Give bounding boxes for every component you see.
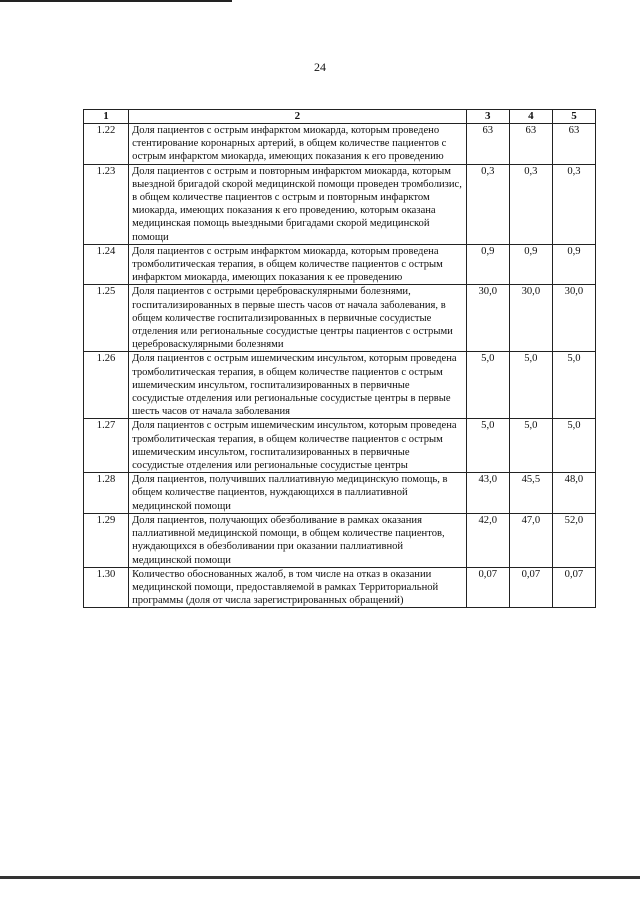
indicator-name: Доля пациентов с острым ишемическим инсультом, которым проведена тромболитическая терапия, в общем количестве пациентов с острым ишемическим инсультом, госпитализированных в первичные сосудистые отделения или региональные сосудистые центры в первые шесть часов от начала заболевания: [129, 352, 467, 419]
indicator-name: Доля пациентов с острым инфарктом миокарда, которым проведена тромболитическая терапия, в общем количестве пациентов с острым инфарктом миокарда, имеющих показания к ее проведению: [129, 244, 467, 285]
table-row: [84, 567, 596, 608]
value-col-4: 5,0: [509, 352, 552, 419]
indicator-name: Количество обоснованных жалоб, в том числе на отказ в оказании медицинской помощи, предоставляемой в рамках Территориальной программы (доля от числа зарегистрированных обращений): [129, 567, 467, 608]
row-number: 1.29: [84, 513, 129, 567]
indicator-name: Доля пациентов с острым инфарктом миокарда, которым проведено стентирование коронарных артерий, в общем количестве пациентов с острым инфарктом миокарда, имеющих показания к его проведению: [129, 124, 467, 165]
table-row: [84, 513, 596, 567]
row-number: 1.30: [84, 567, 129, 608]
header-col-1: 1: [84, 110, 129, 124]
value-col-3: 0,9: [466, 244, 509, 285]
row-number: 1.26: [84, 352, 129, 419]
top-rule: [0, 0, 232, 2]
table-row: [84, 419, 596, 473]
value-col-3: 42,0: [466, 513, 509, 567]
table-header-row: [84, 110, 596, 124]
table-row: [84, 352, 596, 419]
value-col-4: 45,5: [509, 473, 552, 514]
value-col-4: 0,3: [509, 164, 552, 244]
value-col-3: 0,07: [466, 567, 509, 608]
value-col-3: 5,0: [466, 352, 509, 419]
value-col-4: 0,9: [509, 244, 552, 285]
row-number: 1.25: [84, 285, 129, 352]
value-col-5: 0,3: [552, 164, 595, 244]
table-row: [84, 164, 596, 244]
indicator-name: Доля пациентов с острыми цереброваскулярными болезнями, госпитализированных в первые шесть часов от начала заболевания, в общем количестве госпитализированных в первичные сосудистые отделения или региональные сосудистые центры пациентов с острыми цереброваскулярными болезнями: [129, 285, 467, 352]
indicator-name: Доля пациентов, получающих обезболивание в рамках оказания паллиативной медицинской помощи, в общем количестве пациентов, нуждающихся в обезболивании при оказании паллиативной медицинской помощи: [129, 513, 467, 567]
indicator-name: Доля пациентов с острым и повторным инфарктом миокарда, которым выездной бригадой скорой медицинской помощи проведен тромболизис, в общем количестве пациентов с острым и повторным инфарктом миокарда, имеющих показания к его проведению, которым оказана медицинская помощь выездными бригадами скорой медицинской помощи: [129, 164, 467, 244]
value-col-5: 5,0: [552, 352, 595, 419]
value-col-3: 63: [466, 124, 509, 165]
value-col-4: 5,0: [509, 419, 552, 473]
header-col-3: 3: [466, 110, 509, 124]
indicators-table: [83, 109, 596, 608]
value-col-3: 30,0: [466, 285, 509, 352]
value-col-3: 5,0: [466, 419, 509, 473]
table-row: [84, 285, 596, 352]
value-col-5: 5,0: [552, 419, 595, 473]
row-number: 1.24: [84, 244, 129, 285]
value-col-4: 63: [509, 124, 552, 165]
value-col-4: 0,07: [509, 567, 552, 608]
page-number: 24: [314, 60, 326, 74]
value-col-5: 52,0: [552, 513, 595, 567]
value-col-5: 63: [552, 124, 595, 165]
value-col-5: 30,0: [552, 285, 595, 352]
header-col-4: 4: [509, 110, 552, 124]
indicator-name: Доля пациентов, получивших паллиативную медицинскую помощь, в общем количестве пациентов, нуждающихся в паллиативной медицинской помощи: [129, 473, 467, 514]
row-number: 1.28: [84, 473, 129, 514]
value-col-4: 47,0: [509, 513, 552, 567]
row-number: 1.27: [84, 419, 129, 473]
header-col-2: 2: [129, 110, 467, 124]
indicator-name: Доля пациентов с острым ишемическим инсультом, которым проведена тромболитическая терапия, в общем количестве пациентов с острым ишемическим инсультом, госпитализированных в первичные сосудистые отделения или региональные сосудистые центры: [129, 419, 467, 473]
value-col-5: 48,0: [552, 473, 595, 514]
table-row: [84, 244, 596, 285]
value-col-5: 0,9: [552, 244, 595, 285]
value-col-3: 0,3: [466, 164, 509, 244]
header-col-5: 5: [552, 110, 595, 124]
table-row: [84, 124, 596, 165]
value-col-5: 0,07: [552, 567, 595, 608]
row-number: 1.22: [84, 124, 129, 165]
table-row: [84, 473, 596, 514]
row-number: 1.23: [84, 164, 129, 244]
bottom-rule: [0, 876, 640, 879]
value-col-3: 43,0: [466, 473, 509, 514]
value-col-4: 30,0: [509, 285, 552, 352]
